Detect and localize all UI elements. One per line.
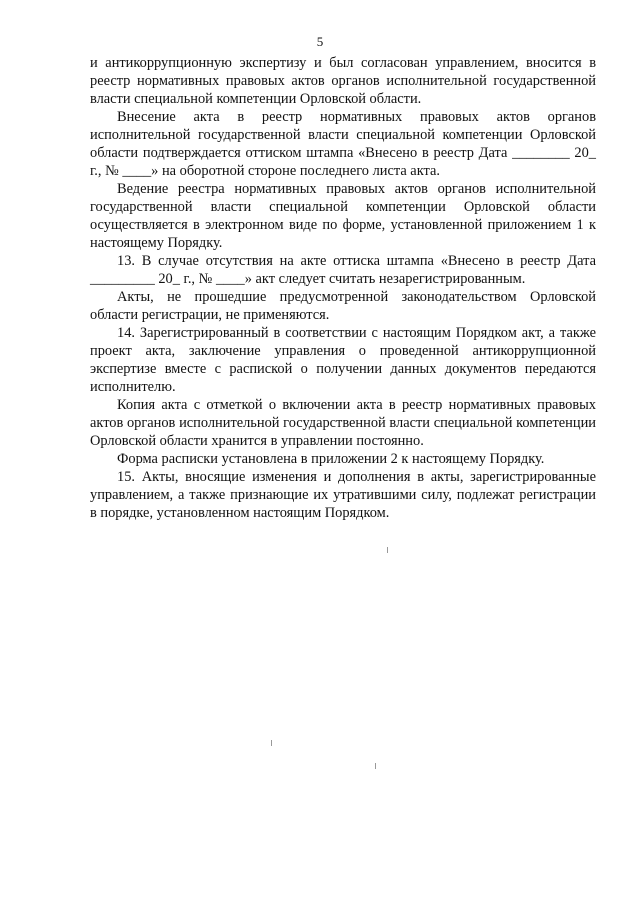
paragraph-1: и антикоррупционную экспертизу и был согласован управлением, вносится в реестр нормативных правовых актов органов исполнительной государственной власти специальной компетенции Орловской области.: [90, 55, 596, 107]
scan-speck: [387, 547, 388, 553]
page-number: 5: [316, 34, 324, 49]
paragraph-6: 14. Зарегистрированный в соответствии с настоящим Порядком акт, а также проект акта, заключение управления о проведенной антикоррупционной экспертизе вместе с распиской о получении данных документов передаются исполнителю.: [90, 325, 596, 395]
paragraph-4: 13. В случае отсутствия на акте оттиска штампа «Внесено в реестр Дата _________ 20_ г., № ____» акт следует считать незарегистрированным.: [90, 253, 596, 287]
paragraph-7: Копия акта с отметкой о включении акта в реестр нормативных правовых актов органов исполнительной государственной власти специальной компетенции Орловской области хранится в управлении постоянно.: [90, 397, 596, 449]
paragraph-8: Форма расписки установлена в приложении 2 к настоящему Порядку.: [117, 451, 545, 467]
scan-speck: [375, 763, 376, 769]
paragraph-5: Акты, не прошедшие предусмотренной законодательством Орловской области регистрации, не применяются.: [90, 289, 596, 323]
paragraph-9: 15. Акты, вносящие изменения и дополнения в акты, зарегистрированные управлением, а также признающие их утратившими силу, подлежат регистрации в порядке, установленном настоящим Порядком.: [90, 469, 596, 521]
paragraph-3: Ведение реестра нормативных правовых актов органов исполнительной государственной власти специальной компетенции Орловской области осуществляется в электронном виде по форме, установленной приложением 1 к настоящему Порядку.: [90, 181, 596, 251]
scan-speck: [271, 740, 272, 746]
document-body: [90, 54, 596, 522]
paragraph-2: Внесение акта в реестр нормативных правовых актов органов исполнительной государственной власти специальной компетенции Орловской области подтверждается оттиском штампа «Внесено в реестр Дата ________ 20_ г., № ____» на оборотной стороне последнего листа акта.: [90, 109, 596, 179]
